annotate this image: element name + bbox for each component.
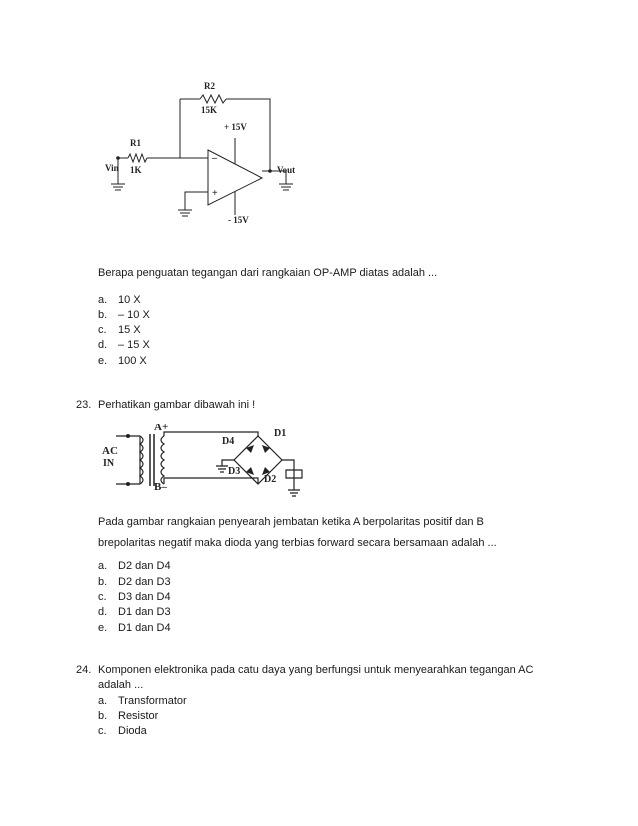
option-letter: c. (98, 725, 107, 737)
option-letter: d. (98, 339, 108, 351)
r2-value: 15K (201, 105, 218, 115)
option-text: D1 dan D3 (118, 606, 171, 618)
ac-label: AC (102, 445, 118, 457)
option-letter: a. (98, 695, 108, 707)
q24-question-line2: adalah ... (98, 679, 144, 691)
option-text: – 15 X (118, 339, 150, 351)
q23-option-e[interactable] (98, 621, 171, 635)
option-text: D2 dan D3 (118, 576, 171, 588)
r1-label: R1 (130, 138, 141, 148)
q22-option-b[interactable] (98, 308, 150, 322)
inverting-sign: – (212, 153, 217, 164)
option-letter: c. (98, 324, 107, 336)
option-text: Resistor (118, 710, 159, 722)
option-text: Transformator (118, 695, 187, 707)
q23-option-b[interactable] (98, 575, 171, 589)
q23-option-d[interactable] (98, 605, 171, 619)
q22-option-e[interactable] (98, 354, 147, 368)
r2-label: R2 (204, 81, 215, 91)
option-letter: b. (98, 710, 108, 722)
q24-number: 24. (76, 664, 92, 676)
q23-question-line2: brepolaritas negatif maka dioda yang terbias forward secara bersamaan adalah ... (98, 537, 497, 549)
option-letter: e. (98, 355, 108, 367)
option-text: D2 dan D4 (118, 560, 171, 572)
d2-label: D2 (264, 474, 277, 485)
q22-option-a[interactable] (98, 293, 141, 307)
q22-option-d[interactable] (98, 338, 150, 352)
r1-value: 1K (130, 165, 142, 175)
vin-label: Vin (105, 163, 119, 173)
q22-question: Berapa penguatan tegangan dari rangkaian OP-AMP diatas adalah ... (98, 267, 438, 279)
d3-label: D3 (228, 466, 241, 477)
q23-prompt: Perhatikan gambar dibawah ini ! (98, 399, 256, 411)
d1-label: D1 (274, 428, 287, 439)
q23-question-line1: Pada gambar rangkaian penyearah jembatan ketika A berpolaritas positif dan B (98, 516, 484, 528)
vplus-label: + 15V (224, 122, 247, 132)
q24-question-line1: Komponen elektronika pada catu daya yang berfungsi untuk menyearahkan tegangan AC (98, 664, 534, 676)
option-letter: a. (98, 294, 108, 306)
option-letter: d. (98, 606, 108, 618)
option-text: 100 X (118, 355, 147, 367)
option-text: 15 X (118, 324, 141, 336)
q23-option-a[interactable] (98, 559, 171, 573)
option-letter: b. (98, 576, 108, 588)
noninverting-sign: + (212, 188, 218, 199)
option-letter: b. (98, 309, 108, 321)
q24-option-b[interactable] (98, 709, 158, 723)
opamp-circuit-diagram (100, 75, 320, 225)
option-text: D3 dan D4 (118, 591, 171, 603)
q24-option-c[interactable] (98, 724, 147, 738)
q23-number: 23. (76, 399, 92, 411)
d4-label: D4 (222, 436, 235, 447)
option-text: – 10 X (118, 309, 150, 321)
q24-option-a[interactable] (98, 694, 187, 708)
vout-label: Vout (277, 165, 296, 175)
q23-option-c[interactable] (98, 590, 171, 604)
option-letter: a. (98, 560, 108, 572)
option-text: D1 dan D4 (118, 622, 171, 634)
vout-node-icon (268, 169, 272, 173)
bridge-rectifier-diagram (100, 424, 315, 500)
in-label: IN (103, 458, 115, 469)
vminus-label: - 15V (228, 215, 249, 225)
option-letter: e. (98, 622, 108, 634)
option-text: 10 X (118, 294, 141, 306)
option-letter: c. (98, 591, 107, 603)
a-terminal-label: A+ (154, 424, 169, 433)
q22-option-c[interactable] (98, 323, 141, 337)
vin-node-icon (116, 156, 120, 160)
b-terminal-label: B– (154, 481, 167, 493)
option-text: Dioda (118, 725, 147, 737)
